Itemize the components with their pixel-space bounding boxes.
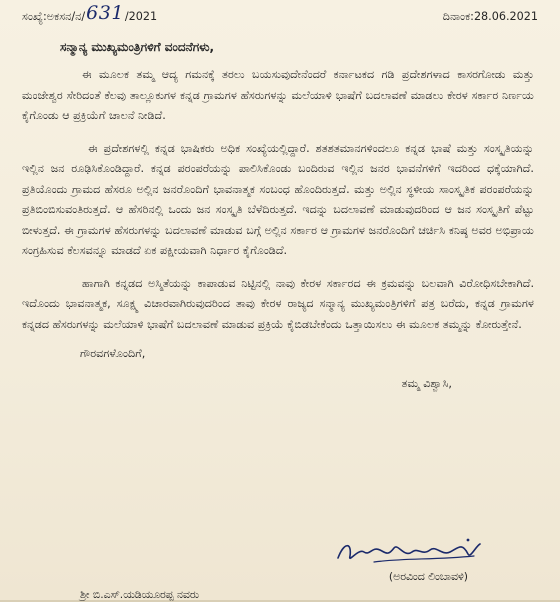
signoff-line: ತಮ್ಮ ವಿಶ್ವಾಸಿ,: [401, 377, 452, 390]
handwritten-signature: [334, 534, 484, 568]
letter-header: [22, 2, 538, 24]
closing-line: ಗೌರವಗಳೊಂದಿಗೆ,: [80, 347, 146, 360]
reference-prefix: ಸಂಖ್ಯೆ:ಅಕಸನ/ನ/: [22, 10, 86, 23]
reference-number: [22, 2, 158, 24]
signatory-name: (ಅರವಿಂದ ಲಿಂಬಾವಳಿ): [388, 570, 468, 583]
handwritten-reference-number: 631: [86, 2, 124, 24]
letter-date: ದಿನಾಂಕ:28.06.2021: [442, 10, 538, 23]
recipient-name: ಶ್ರೀ ಬಿ.ಎಸ್.ಯಡಿಯೂರಪ್ಪ ನವರು: [80, 588, 200, 601]
body-paragraph-3: ಹಾಗಾಗಿ ಕನ್ನಡದ ಅಸ್ಮಿತೆಯನ್ನು ಕಾಪಾಡುವ ನಿಟ್ಟಿನಲ್ಲಿ ನಾವು ಕೇರಳ ಸರ್ಕಾರದ ಈ ಕ್ರಮವನ್ನು ಬಲವಾಗಿ ವಿರೋಧಿಸಬೇಕಾಗಿದೆ. ಇದೊಂದು ಭಾವನಾತ್ಮಕ, ಸೂಕ್ಷ್ಮ ವಿಚಾರವಾಗಿರುವುದರಿಂದ ತಾವು ಕೇರಳ ರಾಜ್ಯದ ಸನ್ಮಾನ್ಯ ಮುಖ್ಯಮಂತ್ರಿಗಳಿಗೆ ಪತ್ರ ಬರೆದು, ಕನ್ನಡ ಗ್ರಾಮಗಳ ಕನ್ನಡದ ಹೆಸರುಗಳನ್ನು ಮಲೆಯಾಳಿ ಭಾಷೆಗೆ ಬದಲಾವಣೆ ಮಾಡುವ ಪ್ರಕ್ರಿಯೆ ಕೈಬಿಡಬೇಕೆಂದು ಒತ್ತಾಯಿಸಲು ಈ ಮೂಲಕ ತಮ್ಮನ್ನು ಕೋರುತ್ತೇನೆ.: [22, 276, 534, 331]
reference-suffix: /2021: [124, 10, 158, 23]
body-paragraph-1: ಈ ಮೂಲಕ ತಮ್ಮ ಆದ್ಯ ಗಮನಕ್ಕೆ ತರಲು ಬಯಸುವುದೇನೆಂದರೆ ಕರ್ನಾಟಕದ ಗಡಿ ಪ್ರದೇಶಗಳಾದ ಕಾಸರಗೋಡು ಮತ್ತು ಮಂಜೇಶ್ವರ ಸೇರಿದಂತೆ ಕೆಲವು ತಾಲ್ಲೂಕುಗಳ ಕನ್ನಡ ಗ್ರಾಮಗಳ ಹೆಸರುಗಳನ್ನು ಮಲೆಯಾಳಿ ಭಾಷೆಗೆ ಬದಲಾವಣೆ ಮಾಡಲು ಕೇರಳ ಸರ್ಕಾರ ನಿರ್ಣಯ ಕೈಗೊಂಡು ಆ ಪ್ರಕ್ರಿಯೆಗೆ ಚಾಲನೆ ನೀಡಿದೆ.: [22, 68, 534, 122]
body-paragraph-2: ಈ ಪ್ರದೇಶಗಳಲ್ಲಿ ಕನ್ನಡ ಭಾಷಿಕರು ಅಧಿಕ ಸಂಖ್ಯೆಯಲ್ಲಿದ್ದಾರೆ. ಶತಶತಮಾನಗಳಿಂದಲೂ ಕನ್ನಡ ಭಾಷೆ ಮತ್ತು ಸಂಸ್ಕೃತಿಯನ್ನು ಇಲ್ಲಿನ ಜನ ರೂಢಿಸಿಕೊಂಡಿದ್ದಾರೆ. ಕನ್ನಡ ಪರಂಪರೆಯನ್ನು ಪಾಲಿಸಿಕೊಂಡು ಬಂದಿರುವ ಇಲ್ಲಿನ ಜನರ ಭಾವನೆಗಳಿಗೆ ಇದರಿಂದ ಧಕ್ಕೆಯಾಗಿದೆ. ಪ್ರತಿಯೊಂದು ಗ್ರಾಮದ ಹೆಸರೂ ಅಲ್ಲಿನ ಜನರೊಂದಿಗೆ ಭಾವನಾತ್ಮಕ ಸಂಬಂಧ ಹೊಂದಿರುತ್ತದೆ. ಮತ್ತು ಅಲ್ಲಿನ ಸ್ಥಳೀಯ ಸಾಂಸ್ಕೃತಿಕ ಪರಂಪರೆಯನ್ನು ಪ್ರತಿಬಿಂಬಿಸುವಂತಿರುತ್ತದೆ. ಆ ಹೆಸರಿನಲ್ಲಿ ಒಂದು ಜನ ಸಂಸ್ಕೃತಿ ಬೆಳೆದಿರುತ್ತದೆ. ಇದನ್ನು ಬದಲಾವಣೆ ಮಾಡುವುದರಿಂದ ಆ ಜನ ಸಂಸ್ಕೃತಿಗೆ ಪೆಟ್ಟು ಬೀಳುತ್ತದೆ. ಈ ಗ್ರಾಮಗಳ ಹೆಸರುಗಳನ್ನು ಬದಲಾವಣೆ ಮಾಡುವ ಬಗ್ಗೆ ಅಲ್ಲಿನ ಸರ್ಕಾರ ಆ ಗ್ರಾಮಗಳ ಜನರೊಂದಿಗೆ ಚರ್ಚಿಸಿ ಕನಿಷ್ಠ ಅವರ ಅಭಿಪ್ರಾಯ ಸಂಗ್ರಹಿಸುವ ಕೆಲಸವನ್ನೂ ಮಾಡದೆ ಏಕ ಪಕ್ಷೀಯವಾಗಿ ನಿರ್ಧಾರ ಕೈಗೊಂಡಿದೆ.: [22, 141, 535, 257]
salutation: ಸನ್ಮಾನ್ಯ ಮುಖ್ಯಮಂತ್ರಿಗಳಿಗೆ ವಂದನೆಗಳು,: [60, 40, 215, 54]
